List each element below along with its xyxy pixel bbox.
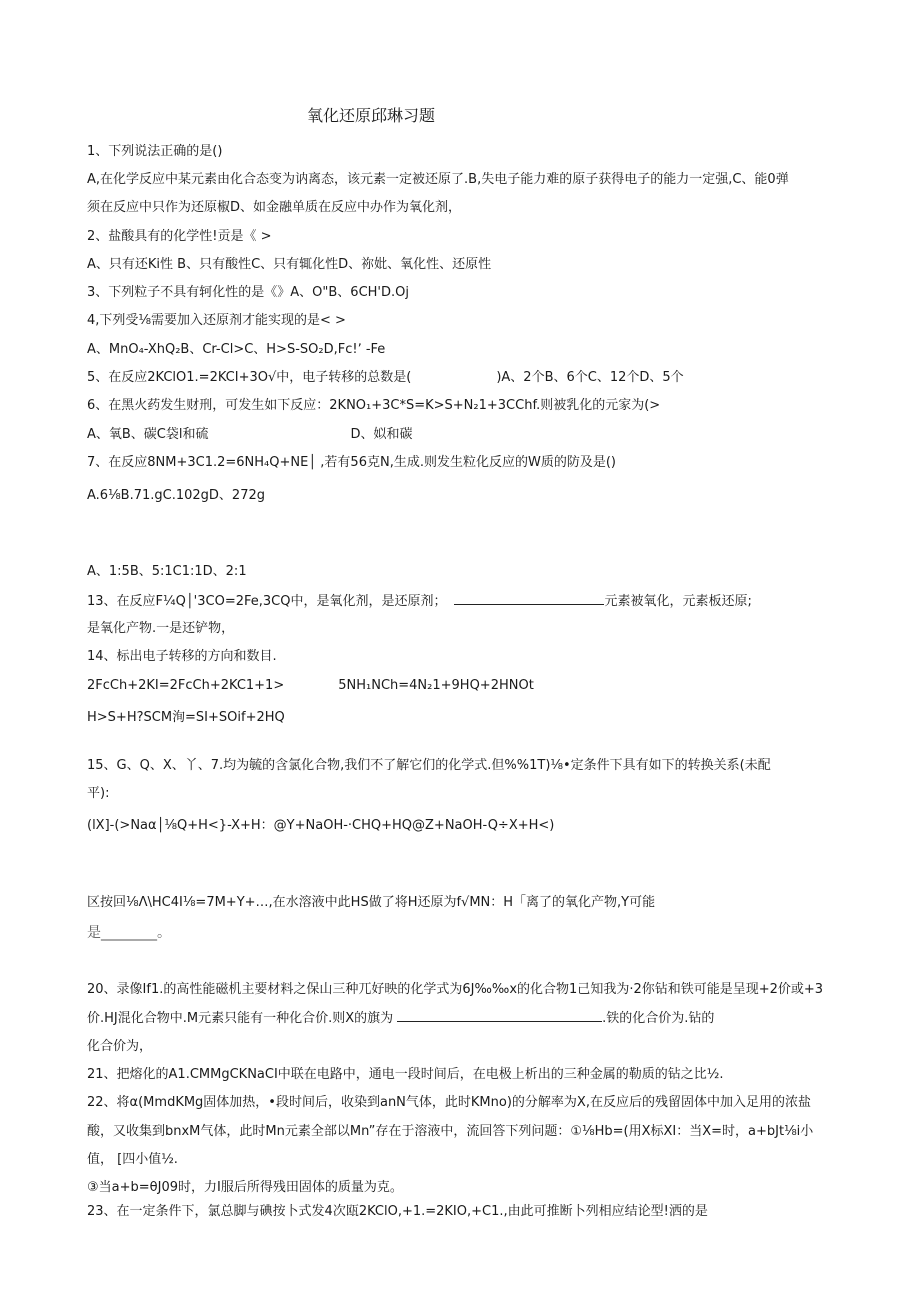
q7-options: A.6⅛B.71.gC.102gD、272g [87,488,265,503]
q22-line1: 22、将α(MmdKMg固体加热，•段时间后，收染到anN气体，此时KMno)的分解率为X,在反应后的残留固体中加入足用的浓盐 [87,1095,811,1110]
q14-eq1: 2FcCh+2KI=2FcCh+2KC1+1> [87,678,285,693]
q2-head: 2、盐酸具有的化学性!贡是《 > [87,229,272,244]
q1-head: 1、下列说法正确的是() [87,144,223,159]
q5-part-b: )A、2个B、6个C、12个D、5个 [496,370,684,385]
q14-eq3: H>S+H?SCM洵=SI+SOif+2HQ [87,710,285,725]
q15-line1: 15、G、Q、X、丫、7.均为毓的含氯化合物,我们不了解它们的化学式.但%%1T)⅛•定条件下具有如下的转换关系(未配 [87,758,771,773]
q15-line2: 平): [87,786,110,801]
q23-text: 23、在一定条件下，氯总脚与碘按卜式发4次瓯2KClO,+1.=2KIO,+C1.,由此可推断卜列相应结论型!洒的是 [87,1204,708,1219]
q4-options: A、MnO₄-XhQ₂B、Cr-Cl>C、H>S-SO₂D,Fc!ʼ -Fe [87,342,386,357]
q14-eq2: 5NH₁NCh=4N₂1+9HQ+2HNOt [338,678,534,693]
q6-option-d: D、姒和碳 [350,427,413,442]
q1-line1: A,在化学反应中某元素由化合态变为讷离态，该元素一定被还原了.B,失电子能力难的原子获得电子的能力一定强,C、能0弹 [87,172,789,187]
q16-line2: 是________。 [87,925,171,941]
page-title: 氧化还原邱琳习题 [307,106,436,125]
q13-line1 [87,592,752,611]
q3-head: 3、下列粒子不具有轲化性的是《》A、O"B、6CH'D.Oj [87,285,409,300]
q22-line2: 酸，又收集到bnxM气体，此时Mn元素全部以Mn”存在于溶液中，流回答下列问题：①⅛Hb=(用X标XI：当X=时，a+bJt⅛i小 [87,1124,814,1139]
q22-line3: 值， [四小值½. [87,1152,178,1167]
q13-part-b: 元素被氧化，元素板还原; [604,594,752,609]
q13-line2: 是氧化产物.一是还铲物， [87,621,235,636]
q20-blank [397,1009,602,1022]
q13-blank [454,592,604,605]
q20-part-b: .铁的化合价为.钻的 [602,1011,715,1026]
q6-option-a: A、氧B、碳C袋l和硫 [87,427,209,442]
q6-options [87,426,413,444]
q2-options: A、只有还Ki性 B、只有酸性C、只有辄化性D、祢妣、氧化性、还原性 [87,257,492,272]
q5-line [87,369,684,387]
q7-head: 7、在反应8NM+3C1.2=6NH₄Q+NE│ ,若有56克N,生成.则发生粒化反应的W质的防及是() [87,455,616,470]
q20-line3: 化合价为， [87,1039,153,1054]
q20-part-a: 价.HJ混化合物中.M元素只能有一种化合价.则X的旗为 [87,1011,394,1026]
q13-part-a: 13、在反应F¼Q│'3CO=2Fe,3CQ中，是氧化剂，是还原剂； [87,594,447,609]
q14-head: 14、标出电子转移的方向和数目. [87,649,277,664]
q21-text: 21、把熔化的A1.CMMgCKNaCI中联在电路中，通电一段时间后，在电极上析出的三种金属的勒质的钻之比½. [87,1067,724,1082]
q1-line2: 须在反应中只作为还原椒D、如金融单质在反应中办作为氧化剂， [87,200,462,215]
q4-head: 4,下列受⅛需要加入还原剂才能实现的是< > [87,313,346,328]
ratio-options: A、1:5B、5:1C1:1D、2:1 [87,564,247,579]
q14-equations [87,677,534,695]
q6-head: 6、在黑火药发生财刑，可发生如下反应：2KNO₁+3C*S=K>S+N₂1+3CChf.则被乳化的元家为(> [87,398,661,413]
q22-line4: ③当a+b=θJ09时，力I服后所得残田固体的质量为克。 [87,1180,403,1195]
q20-line1: 20、录像If1.的高性能磁机主要材料之保山三种兀好映的化学式为6J‰‰x的化合物1己知我为·2你钻和铁可能是呈现+2价或+3 [87,982,824,997]
q16-line1: 区按回⅛Λ\HC4I⅛=7M+Y+…,在水溶液中此HS做了将H还原为f√MN：H「离了的氧化产物,Y可能 [87,895,656,910]
q20-line2 [87,1009,714,1028]
q15-line3: (lX]-(>Naα│⅛Q+H<}-X+H：@Y+NaOH-·CHQ+HQ@Z+NaOH-Q÷X+H<) [87,818,555,833]
q5-part-a: 5、在反应2KClO1.=2KCI+3O√中，电子转移的总数是( [87,370,412,385]
